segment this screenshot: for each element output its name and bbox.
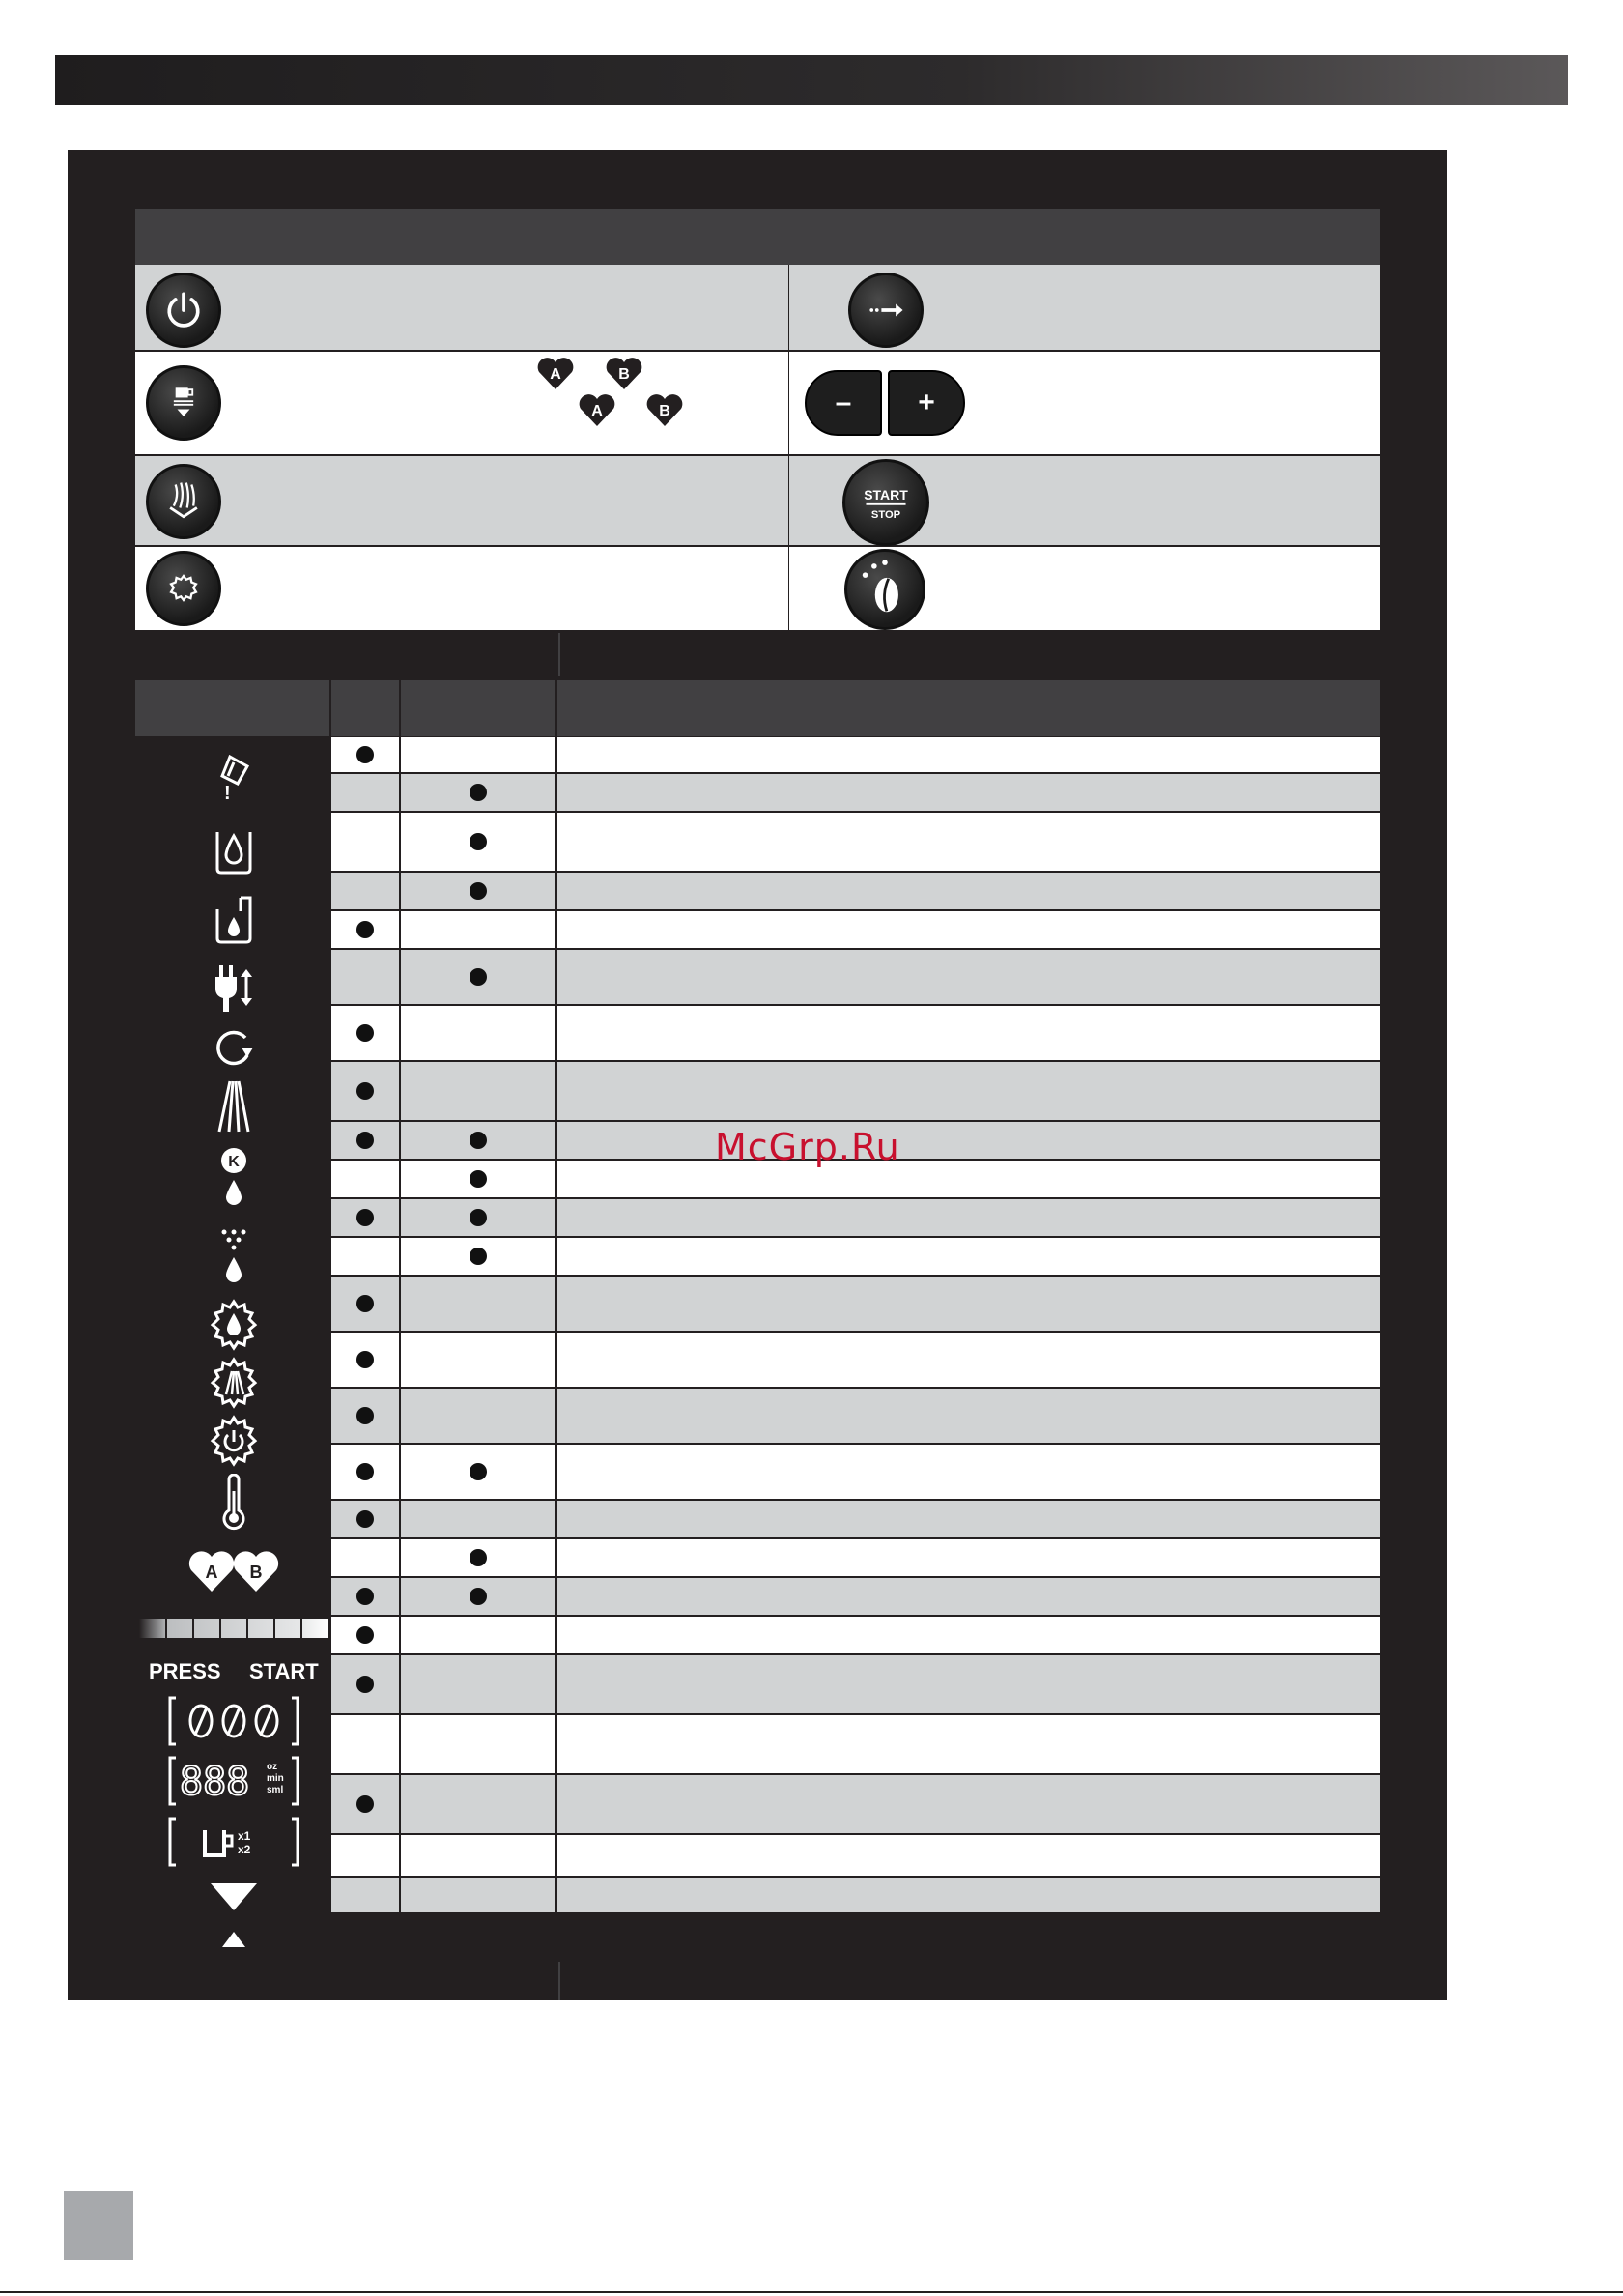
indicator-cell — [331, 813, 399, 871]
indicator-cell — [331, 1062, 399, 1120]
indicator-cell — [331, 1775, 399, 1833]
table-row — [331, 1277, 1380, 1331]
legend-row — [135, 352, 1380, 454]
indicator-dot — [356, 1024, 374, 1042]
svg-text:B: B — [659, 403, 670, 419]
profile-hearts-icon — [135, 1547, 331, 1595]
indicator-dot — [356, 746, 374, 763]
indicator-cell — [401, 1578, 555, 1615]
gear-power-icon — [135, 1414, 331, 1468]
bean-button[interactable] — [844, 549, 925, 630]
svg-text:x2: x2 — [237, 1843, 250, 1856]
indicator-cell — [401, 1445, 555, 1499]
table-row — [331, 1655, 1380, 1713]
table-header-description — [557, 680, 1380, 736]
indicator-cell — [331, 1333, 399, 1387]
svg-text:START: START — [864, 487, 908, 503]
description-cell — [557, 1122, 1380, 1159]
heart-b-icon — [605, 355, 643, 391]
table-row — [331, 737, 1380, 772]
description-cell — [557, 1062, 1380, 1120]
indicator-cell — [401, 911, 555, 948]
description-cell — [557, 1539, 1380, 1576]
description-cell — [557, 1277, 1380, 1331]
description-cell — [557, 950, 1380, 1004]
indicator-cell — [401, 873, 555, 909]
steam-button[interactable] — [146, 464, 221, 539]
indicator-cell — [401, 1199, 555, 1236]
table-row — [331, 1199, 1380, 1236]
indicator-cell — [331, 1238, 399, 1275]
k-drop-icon — [135, 1147, 331, 1209]
indicator-cell — [331, 873, 399, 909]
svg-text:sml: sml — [266, 1785, 283, 1795]
gear-drop-icon — [135, 1298, 331, 1352]
indicator-cell — [401, 950, 555, 1004]
table-row — [331, 950, 1380, 1004]
heart-a-icon — [536, 355, 575, 391]
svg-text:A: A — [205, 1563, 217, 1582]
description-cell — [557, 1655, 1380, 1713]
descale-warning-icon — [135, 749, 331, 803]
power-icon — [149, 275, 218, 345]
start-stop-icon — [845, 462, 926, 543]
cup-count-icon — [135, 1813, 331, 1871]
description-cell — [557, 1617, 1380, 1653]
description-cell — [557, 1199, 1380, 1236]
description-cell — [557, 1333, 1380, 1387]
table-row — [331, 1775, 1380, 1833]
heart-a-icon — [578, 391, 616, 428]
description-cell — [557, 873, 1380, 909]
indicator-cell — [401, 1277, 555, 1331]
legend-row — [135, 547, 1380, 630]
indicator-dot — [470, 833, 487, 850]
legend-row — [135, 456, 1380, 545]
page-number-box — [64, 2191, 133, 2260]
water-tank-insert-icon — [135, 892, 331, 946]
indicator-dot — [356, 1588, 374, 1605]
description-cell — [557, 1006, 1380, 1060]
indicator-dot — [356, 1676, 374, 1693]
indicator-cell — [401, 1715, 555, 1773]
gear-icon — [149, 554, 218, 623]
indicator-cell — [331, 1199, 399, 1236]
description-cell — [557, 1715, 1380, 1773]
indicator-cell — [331, 911, 399, 948]
bean-strength-icon — [135, 1692, 331, 1750]
indicator-table — [331, 737, 1380, 1957]
table-row — [331, 1878, 1380, 1912]
thermometer-icon — [135, 1474, 331, 1532]
description-cell — [557, 737, 1380, 772]
table-row — [331, 873, 1380, 909]
indicator-cell — [331, 737, 399, 772]
indicator-cell — [401, 1501, 555, 1537]
indicator-cell — [331, 1617, 399, 1653]
indicator-dot — [356, 921, 374, 938]
indicator-cell — [331, 1389, 399, 1443]
indicator-cell — [331, 1161, 399, 1197]
indicator-dot — [470, 784, 487, 801]
indicator-dot — [470, 1132, 487, 1149]
svg-text:oz: oz — [266, 1762, 277, 1772]
indicator-cell — [331, 1501, 399, 1537]
minus-plus-buttons — [805, 370, 965, 436]
arrow-button[interactable] — [848, 273, 924, 348]
indicator-cell — [331, 1539, 399, 1576]
indicator-cell — [401, 813, 555, 871]
indicator-dot — [356, 1351, 374, 1368]
table-row — [331, 1617, 1380, 1653]
indicator-cell — [401, 1389, 555, 1443]
indicator-cell — [401, 1878, 555, 1912]
indicator-dot — [470, 1248, 487, 1265]
table-row — [331, 774, 1380, 811]
indicator-cell — [331, 1878, 399, 1912]
table-row — [331, 1333, 1380, 1387]
plus-button[interactable]: + — [888, 370, 965, 436]
description-cell — [557, 1238, 1380, 1275]
table-header-col2 — [401, 680, 555, 736]
indicator-dot — [470, 1549, 487, 1566]
watermark: McGrp.Ru — [715, 1126, 900, 1168]
table-row — [331, 1501, 1380, 1537]
legend-header — [135, 209, 1380, 265]
minus-button[interactable]: – — [805, 370, 882, 436]
svg-text:PRESS: PRESS — [148, 1659, 221, 1683]
indicator-cell — [331, 1655, 399, 1713]
legend-row — [135, 265, 1380, 350]
indicator-dot — [356, 1463, 374, 1480]
table-row — [331, 813, 1380, 871]
indicator-dot — [470, 968, 487, 986]
rinse-cycle-icon — [135, 1024, 331, 1073]
indicator-cell — [401, 1161, 555, 1197]
svg-text:888: 888 — [179, 1760, 249, 1804]
indicator-dot — [470, 882, 487, 900]
settings-button[interactable] — [146, 551, 221, 626]
arrow-up-icon — [135, 1928, 331, 1951]
description-cell — [557, 1578, 1380, 1615]
indicator-cell — [331, 950, 399, 1004]
indicator-dot — [356, 1626, 374, 1644]
indicator-cell — [401, 1333, 555, 1387]
description-cell — [557, 813, 1380, 871]
indicator-cell — [401, 1775, 555, 1833]
indicator-cell — [401, 1122, 555, 1159]
indicator-cell — [401, 1835, 555, 1876]
water-tank-empty-icon — [135, 822, 331, 876]
indicator-dot — [356, 1082, 374, 1100]
indicator-cell — [401, 1539, 555, 1576]
indicator-dot — [356, 1510, 374, 1528]
table-row — [331, 1578, 1380, 1615]
indicator-cell — [401, 1062, 555, 1120]
indicator-cell — [331, 1578, 399, 1615]
table-header-col1 — [331, 680, 399, 736]
indicator-cell — [331, 1006, 399, 1060]
table-row — [331, 1715, 1380, 1773]
progress-bar-icon — [135, 1617, 331, 1640]
table-row — [331, 1062, 1380, 1120]
description-cell — [557, 1161, 1380, 1197]
table-row — [331, 911, 1380, 948]
indicator-cell — [401, 1655, 555, 1713]
indicator-dot — [356, 1407, 374, 1424]
description-cell — [557, 911, 1380, 948]
table-row — [331, 1238, 1380, 1275]
description-cell — [557, 1835, 1380, 1876]
description-cell — [557, 774, 1380, 811]
drip-icon — [135, 1226, 331, 1286]
svg-text:K: K — [227, 1154, 240, 1170]
indicator-cell — [331, 1445, 399, 1499]
press-start-label — [135, 1653, 331, 1686]
gear-steam-icon — [135, 1356, 331, 1410]
indicator-cell — [401, 774, 555, 811]
table-row — [331, 1006, 1380, 1060]
indicator-cell — [331, 774, 399, 811]
svg-text:START: START — [248, 1659, 319, 1683]
plug-icon — [135, 961, 331, 1016]
description-cell — [557, 1501, 1380, 1537]
table-row — [331, 1389, 1380, 1443]
arrow-down-icon — [135, 1878, 331, 1916]
svg-text:B: B — [618, 366, 630, 383]
button-legend — [135, 265, 1380, 630]
description-cell — [557, 1775, 1380, 1833]
indicator-dot — [356, 1132, 374, 1149]
icon-column — [135, 737, 331, 1957]
cup-size-button[interactable] — [146, 365, 221, 441]
description-cell — [557, 1445, 1380, 1499]
indicator-dot — [470, 1588, 487, 1605]
svg-text:STOP: STOP — [870, 508, 901, 521]
table-row — [331, 1445, 1380, 1499]
svg-text:!: ! — [223, 783, 231, 803]
bottom-rule — [0, 2291, 1623, 2293]
steam-wand-icon — [135, 1077, 331, 1135]
table-row — [331, 1539, 1380, 1576]
indicator-cell — [401, 1617, 555, 1653]
indicator-cell — [401, 737, 555, 772]
description-cell — [557, 1878, 1380, 1912]
indicator-cell — [331, 1277, 399, 1331]
indicator-dot — [356, 1795, 374, 1813]
svg-text:x1: x1 — [237, 1829, 250, 1843]
table-header-symbol — [135, 680, 329, 736]
steam-icon — [149, 467, 218, 536]
indicator-cell — [401, 1006, 555, 1060]
indicator-cell — [331, 1122, 399, 1159]
description-cell — [557, 1389, 1380, 1443]
lcd-display-icon — [135, 1752, 331, 1810]
dotted-arrow-icon — [851, 275, 921, 345]
indicator-cell — [331, 1715, 399, 1773]
header-bar — [55, 55, 1568, 105]
indicator-cell — [401, 1238, 555, 1275]
cup-down-icon — [149, 368, 218, 438]
indicator-cell — [331, 1835, 399, 1876]
svg-text:A: A — [591, 403, 603, 419]
svg-text:min: min — [266, 1773, 284, 1784]
svg-text:B: B — [249, 1563, 262, 1582]
table-row — [331, 1835, 1380, 1876]
indicator-dot — [470, 1170, 487, 1188]
indicator-dot — [470, 1209, 487, 1226]
coffee-bean-icon — [847, 552, 923, 627]
indicator-dot — [356, 1209, 374, 1226]
power-button[interactable] — [146, 273, 221, 348]
indicator-dot — [356, 1295, 374, 1312]
heart-b-icon — [645, 391, 684, 428]
indicator-dot — [470, 1463, 487, 1480]
start-stop-button[interactable] — [842, 459, 929, 546]
svg-text:A: A — [550, 366, 561, 383]
